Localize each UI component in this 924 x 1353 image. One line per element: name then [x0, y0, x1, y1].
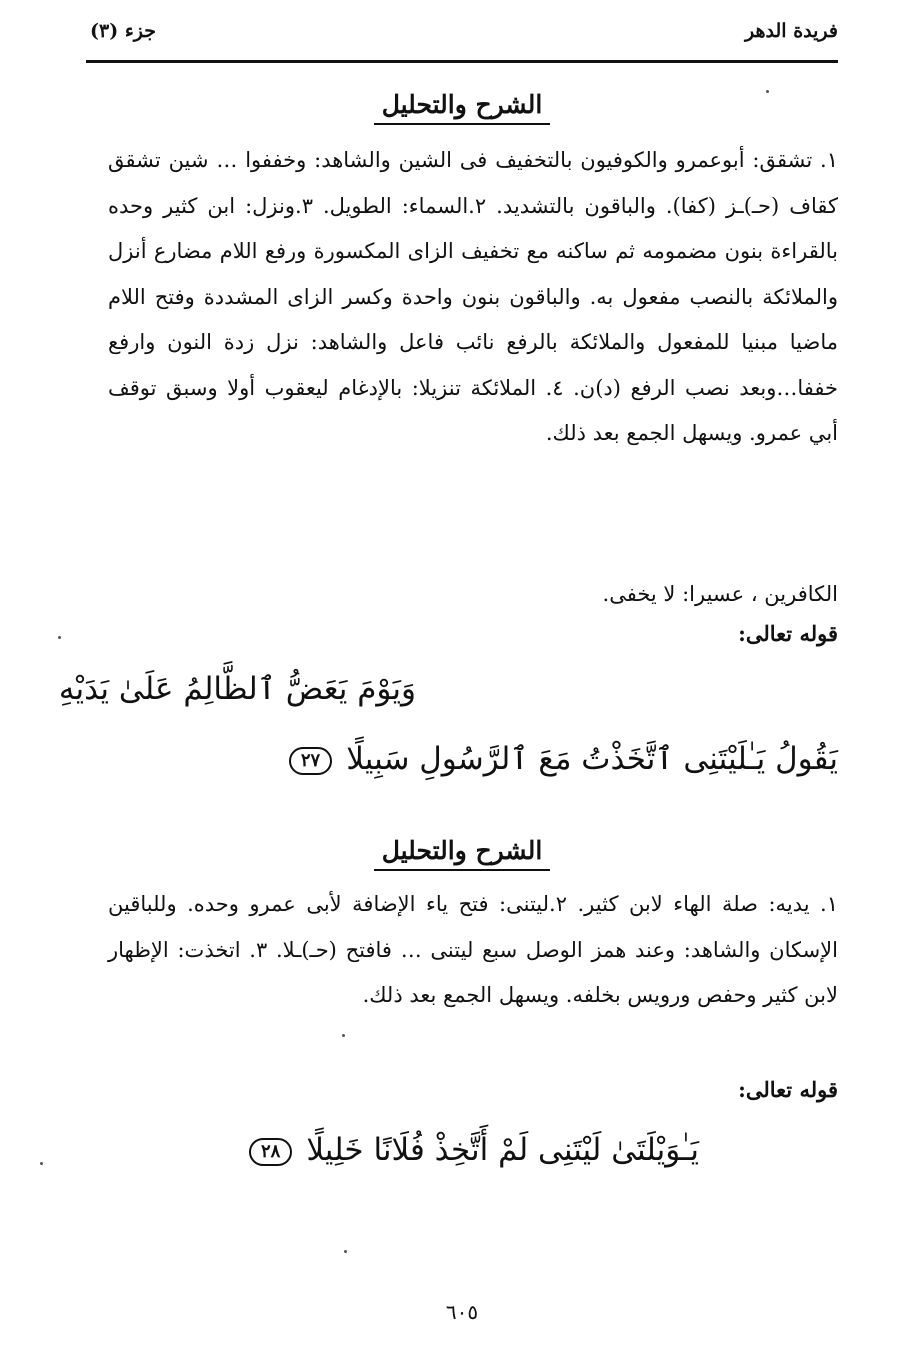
verse-27-text: يَقُولُ يَـٰلَيْتَنِى ٱتَّخَذْتُ مَعَ ٱلرَّسُولِ سَبِيلًا	[346, 741, 838, 777]
section-heading-2	[0, 836, 924, 865]
verse-28-line	[144, 1125, 804, 1175]
qawluhu-label-1: قوله تعالى:	[738, 621, 838, 646]
verse-27-line-2	[98, 734, 838, 784]
speck	[342, 1034, 345, 1037]
section-heading-1-text: الشرح والتحليل	[374, 90, 551, 125]
speck	[344, 1250, 347, 1253]
note-line: الكافرين ، عسيرا: لا يخفى.	[602, 582, 838, 606]
book-title: فريدة الدهر	[745, 20, 838, 42]
page-number: ٦٠٥	[445, 1300, 479, 1324]
speck	[766, 90, 769, 93]
verse-27-line-1: وَيَوْمَ يَعَضُّ ٱلظَّالِمُ عَلَىٰ يَدَيْهِ	[58, 671, 416, 707]
part-label: جزء (٣)	[90, 20, 156, 42]
commentary-paragraph-1: ١. تشقق: أبوعمرو والكوفيون بالتخفيف فى الشين والشاهد: وخففوا … شين تشقق كقاف (حـ)ـز (كفا). والباقون بالتشديد. ٢.السماء: الطويل. ٣.ونزل: ابن كثير وحده بالقراءة بنون مضمومه ثم ساكنه مع تخفيف الزاى المكسورة ورفع اللام مضارع أنزل والملائكة بالنصب مفعول به. والباقون بنون واحدة وكسر الزاى المشددة وفتح اللام ماضيا مبنيا للمفعول والملائكة بالرفع نائب فاعل والشاهد: نزل زدة النون وارفع خففا…وبعد نصب الرفع (د)ن. ٤. الملائكة تنزيلا: بالإدغام ليعقوب أولا وسبق توقف أبي عمرو. ويسهل الجمع بعد ذلك.	[108, 148, 839, 445]
qawluhu-label-2: قوله تعالى:	[738, 1077, 838, 1102]
verse-number-28-badge: ٢٨	[249, 1138, 292, 1166]
verse-28-text: يَـٰوَيْلَتَىٰ لَيْتَنِى لَمْ أَتَّخِذْ فُلَانًا خَلِيلًا	[306, 1132, 700, 1168]
section-heading-1	[0, 90, 924, 119]
header-rule	[86, 60, 838, 63]
section-heading-2-text: الشرح والتحليل	[374, 836, 551, 871]
speck	[40, 1162, 43, 1165]
speck	[58, 636, 61, 639]
commentary-paragraph-2: ١. يديه: صلة الهاء لابن كثير. ٢.ليتنى: فتح ياء الإضافة لأبى عمرو وحده. وللباقين الإسكان والشاهد: وعند همز الوصل سبع ليتنى … فافتح (حـ)ـلا. ٣. اتخذت: الإظهار لابن كثير وحفص ورويس بخلفه. ويسهل الجمع بعد ذلك.	[108, 892, 838, 1007]
verse-number-27-badge: ٢٧	[289, 747, 332, 775]
